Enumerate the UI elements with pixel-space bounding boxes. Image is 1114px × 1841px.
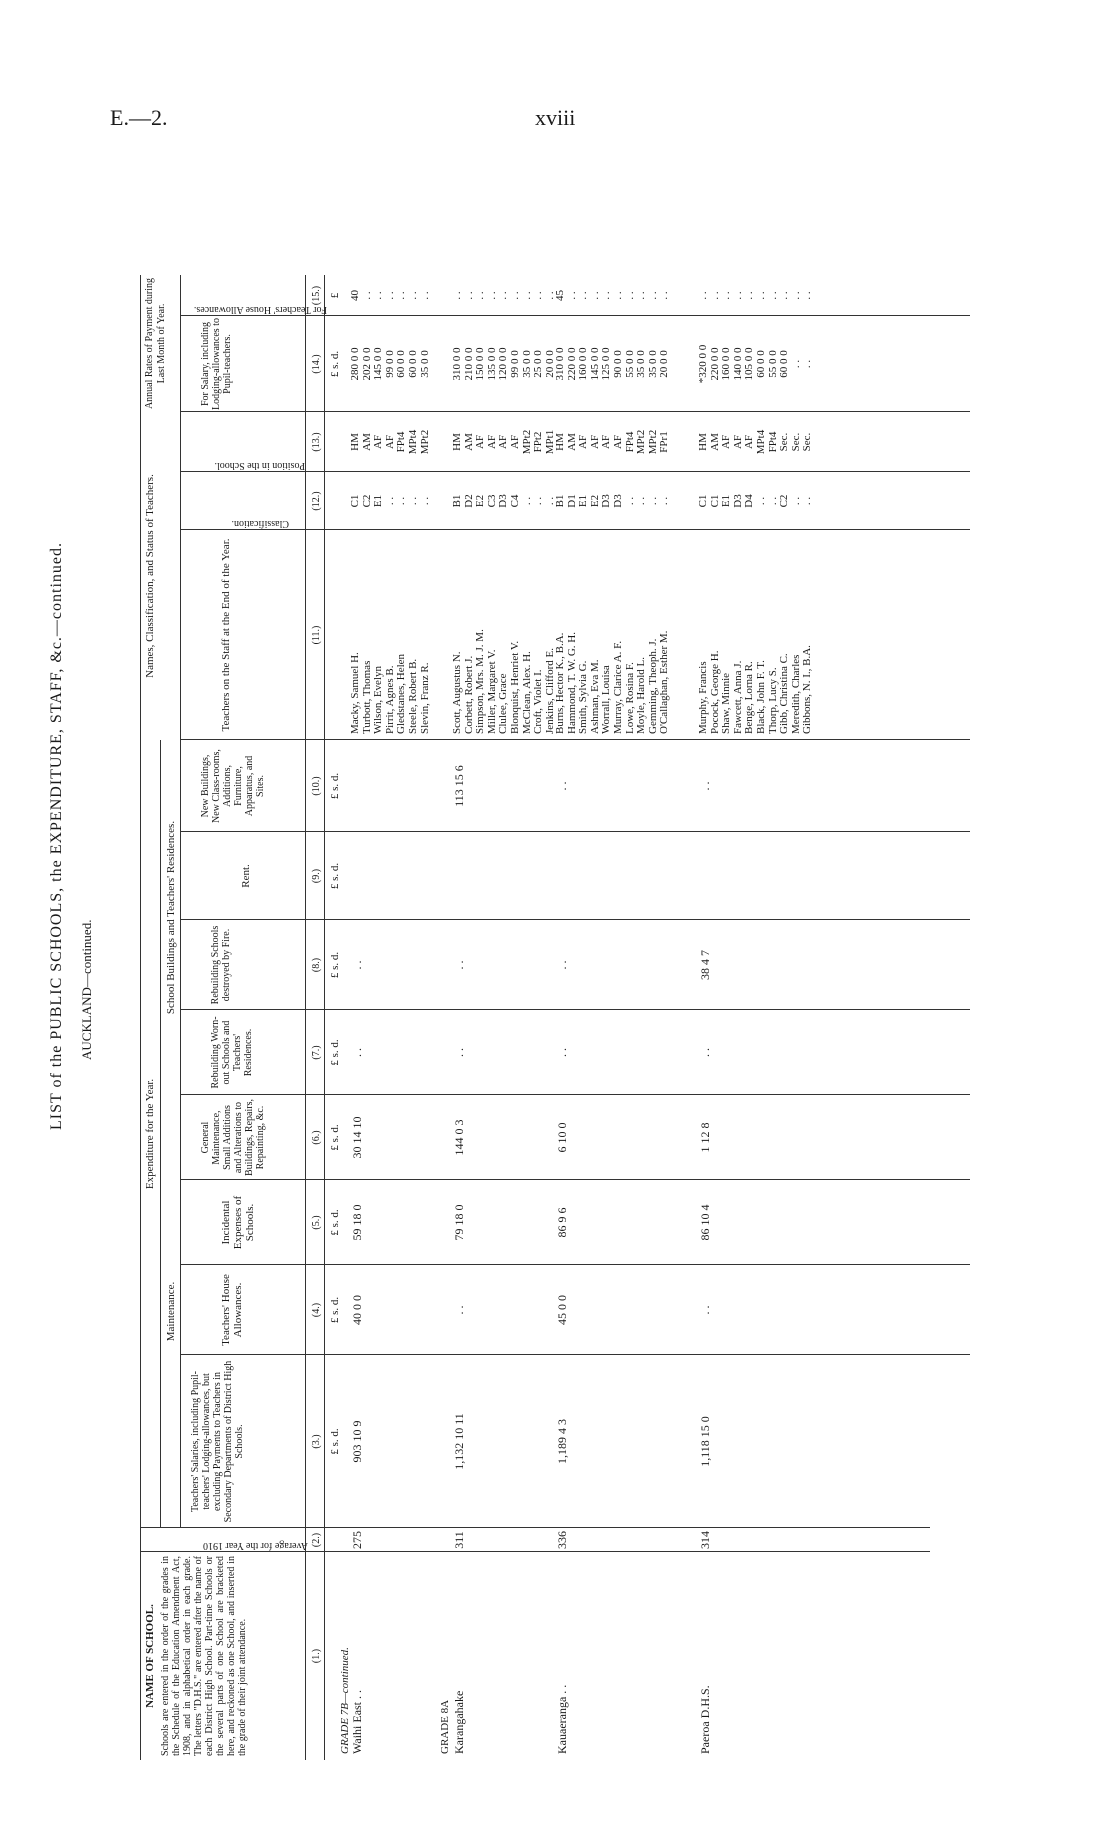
expenditure-value: 1,189 4 3 <box>555 1419 569 1464</box>
teacher-salary: 20 0 0 <box>543 350 556 378</box>
teacher-salary: 160 0 0 <box>720 347 733 381</box>
table-title: LIST of the PUBLIC SCHOOLS, the EXPENDITURE, STAFF, &c.—continued. <box>48 541 65 1130</box>
teacher-position: Sec. <box>801 432 814 452</box>
column-number: (5.) <box>311 1215 322 1230</box>
teacher-salary: *320 0 0 <box>697 344 709 384</box>
expenditure-value: 903 10 9 <box>350 1420 364 1463</box>
rent-header: Rent. <box>240 864 252 888</box>
teacher-name: Murray, Clarice A. F. <box>612 640 624 734</box>
teacher-house-allowance: . . <box>646 291 659 300</box>
column-number: (12.) <box>311 491 322 511</box>
teacher-classification: . . <box>520 496 533 506</box>
teacher-salary: 60 0 0 <box>778 350 791 378</box>
teacher-classification: C3 <box>485 494 498 508</box>
column-number: (10.) <box>311 776 322 796</box>
column-number: (2.) <box>311 1532 322 1548</box>
teacher-salary: 220 0 0 <box>565 347 578 381</box>
names-rule <box>180 412 181 740</box>
teacher-position: MPt4 <box>755 429 767 455</box>
salaries-header: Teachers' Salaries, including Pupil-teachers' Lodging-allowances, but excluding Payments to Teachers in Secondary Departments of District High Schools. <box>190 1360 245 1523</box>
teacher-house-allowance: . . <box>395 291 408 300</box>
house-rate-header: For Teachers' House Allowances. <box>193 304 327 315</box>
teacher-classification: E2 <box>474 494 487 508</box>
teacher-name: Clulee, Grace <box>497 673 510 734</box>
teacher-house-allowance: . . <box>766 291 779 300</box>
teacher-name: Pocock, George H. <box>708 650 721 734</box>
column-number: (4.) <box>311 1302 322 1318</box>
average-header: Average for the Year 1910 <box>202 1540 308 1551</box>
expenditure-value: . . <box>698 781 712 791</box>
teacher-name: Thorp, Lucy S. <box>766 667 779 734</box>
school-average: 275 <box>350 1531 364 1549</box>
expenditure-value: 40 0 0 <box>350 1295 364 1325</box>
teacher-house-allowance: . . <box>755 291 767 300</box>
teacher-position: FPt2 <box>532 431 545 453</box>
teacher-salary: 35 0 0 <box>520 350 533 378</box>
teacher-position: HM <box>451 433 463 451</box>
teacher-classification: . . <box>532 496 545 506</box>
teacher-name: Gledstanes, Helen <box>395 653 408 734</box>
teacher-name: Macky, Samuel H. <box>349 652 361 734</box>
table-subtitle: AUCKLAND—continued. <box>79 919 94 1060</box>
teacher-classification: D2 <box>462 494 475 508</box>
expenditure-value: . . <box>698 1048 712 1057</box>
page-label: E.—2. <box>110 105 168 130</box>
teacher-classification: E2 <box>588 494 601 508</box>
column-rule <box>180 831 970 832</box>
name-of-school-header: NAME OF SCHOOL. <box>144 1604 156 1708</box>
teacher-position: AF <box>600 434 613 450</box>
teacher-salary: 99 0 0 <box>509 350 521 378</box>
teacher-classification: D3 <box>731 494 744 508</box>
house-allowance-header: Teachers' House Allowances. <box>220 1274 244 1346</box>
teacher-classification: . . <box>383 496 396 506</box>
teacher-house-allowance: . . <box>372 291 385 300</box>
teacher-house-allowance: . . <box>801 291 814 300</box>
teacher-name: Ashman, Eva M. <box>588 659 601 734</box>
teacher-position: AF <box>577 434 590 450</box>
teacher-name: Turbott, Thomas <box>360 660 373 734</box>
unit-label: £ s. d. <box>329 1209 341 1236</box>
teacher-salary: 310 0 0 <box>451 347 463 381</box>
teacher-classification: . . <box>635 496 648 506</box>
teacher-salary: 310 0 0 <box>554 347 566 381</box>
teacher-position: AF <box>588 434 601 450</box>
column-number: (8.) <box>311 957 322 973</box>
buildings-rule <box>180 740 181 1095</box>
teacher-salary: 145 0 0 <box>372 347 385 381</box>
incidental-header: Incidental Expenses of Schools. <box>220 1195 256 1250</box>
unit-label: £ s. d. <box>329 350 341 378</box>
teacher-classification: . . <box>623 496 636 506</box>
teacher-position: AF <box>372 434 385 450</box>
teacher-position: FPr1 <box>658 431 671 453</box>
teacher-house-allowance: . . <box>509 291 521 300</box>
expenditure-value: 1 12 8 <box>698 1122 712 1153</box>
teacher-name: Smith, Sylvia G. <box>577 660 590 734</box>
teacher-classification: D3 <box>600 494 613 508</box>
teacher-classification: C1 <box>349 494 361 508</box>
teacher-house-allowance: 45 <box>554 290 566 301</box>
teacher-name: Jenkins, Clifford E. <box>543 648 556 734</box>
teacher-position: HM <box>349 433 361 451</box>
maintenance-rule <box>180 1095 181 1528</box>
new-buildings-header: New Buildings, New Class-rooms, Additions, Furniture, Apparatus, and Sites. <box>200 749 266 823</box>
teacher-salary: 210 0 0 <box>462 347 475 381</box>
teacher-name: Simpson, Mrs. M. J. M. <box>474 629 487 734</box>
teacher-position: AF <box>509 434 521 450</box>
expenditure-rule <box>160 740 161 1528</box>
column-number: (9.) <box>311 868 322 884</box>
rates-header: Annual Rates of Payment during Last Month of Year. <box>144 277 167 410</box>
teacher-classification: . . <box>395 496 408 506</box>
school-average: 336 <box>555 1531 569 1549</box>
teacher-name: Steele, Robert B. <box>407 658 419 734</box>
column-number: (11.) <box>311 625 322 645</box>
teacher-position: HM <box>697 433 709 451</box>
buildings-header: School Buildings and Teachers' Residences. <box>165 820 177 1015</box>
teacher-position: MPt2 <box>418 429 431 455</box>
teacher-house-allowance: . . <box>635 291 648 300</box>
teacher-classification: C1 <box>697 494 709 508</box>
expenditure-value: . . <box>452 1305 466 1315</box>
teachers-header: Teachers on the Staff at the End of the Year. <box>220 538 232 732</box>
teacher-classification: . . <box>766 496 779 506</box>
expenditure-value: 1,118 15 0 <box>698 1416 712 1467</box>
unit-label: £ s. d. <box>329 862 341 890</box>
teacher-classification: B1 <box>451 494 463 508</box>
expenditure-value: 86 9 6 <box>555 1207 569 1238</box>
teacher-salary: 150 0 0 <box>474 347 487 381</box>
column-number: (15.) <box>311 285 322 306</box>
expenditure-value: . . <box>698 1305 712 1315</box>
teacher-house-allowance: . . <box>360 291 373 300</box>
teacher-house-allowance: . . <box>658 291 671 300</box>
teacher-salary: 35 0 0 <box>635 350 648 378</box>
teacher-salary: . . <box>789 359 802 369</box>
teacher-house-allowance: . . <box>565 291 578 300</box>
teacher-classification: . . <box>543 496 556 506</box>
teacher-house-allowance: . . <box>383 291 396 300</box>
teacher-classification: B1 <box>554 494 566 508</box>
teacher-classification: . . <box>789 496 802 506</box>
expenditure-value: 45 0 0 <box>555 1295 569 1325</box>
teacher-classification: . . <box>407 496 419 506</box>
teacher-name: Murphy, Francis <box>697 661 709 734</box>
teacher-classification: C4 <box>509 494 521 508</box>
column-rule <box>180 1094 970 1095</box>
expenditure-value: 30 14 10 <box>350 1116 364 1159</box>
teacher-name: Fawcett, Anna J. <box>731 660 744 734</box>
teacher-position: AF <box>731 434 744 450</box>
grade-heading: GRADE 7B—continued. <box>339 1647 351 1754</box>
teacher-house-allowance: . . <box>451 291 463 300</box>
teacher-salary: 35 0 0 <box>646 350 659 378</box>
column-number: (7.) <box>311 1045 322 1060</box>
teacher-name: Lowe, Rosina F. <box>623 662 636 734</box>
teacher-position: MPt2 <box>646 429 659 455</box>
teacher-position: Sec. <box>789 432 802 452</box>
teacher-position: MPt4 <box>407 429 419 455</box>
teacher-salary: 35 0 0 <box>418 350 431 378</box>
school-name: Waihi East . . <box>350 1689 364 1754</box>
teacher-salary: 60 0 0 <box>395 350 408 378</box>
position-header: Position in the School. <box>214 460 306 471</box>
column-number: (6.) <box>311 1130 322 1145</box>
expenditure-value: . . <box>555 1048 569 1057</box>
teacher-name: Meredith, Charles <box>789 654 802 734</box>
teacher-house-allowance: . . <box>532 291 545 300</box>
teacher-classification: C2 <box>778 494 791 508</box>
teacher-salary: 202 0 0 <box>360 347 373 381</box>
teacher-name: Black, John F. T. <box>755 660 767 734</box>
teacher-position: FPt4 <box>766 431 779 453</box>
expenditure-value: 113 15 6 <box>452 765 466 807</box>
column-rule <box>140 1551 930 1552</box>
teacher-salary: 140 0 0 <box>731 347 744 381</box>
teacher-name: Gibbons, N. I., B.A. <box>801 645 814 734</box>
column-number: (13.) <box>311 432 322 452</box>
teacher-position: Sec. <box>778 432 791 452</box>
teacher-classification: C2 <box>360 494 373 508</box>
teacher-house-allowance: . . <box>543 291 556 300</box>
expenditure-value: . . <box>350 1048 364 1057</box>
teacher-position: FPt4 <box>623 431 636 453</box>
column-rule <box>180 919 970 920</box>
teacher-name: Corbett, Robert J. <box>462 655 475 734</box>
unit-label: £ s. d. <box>329 1124 341 1151</box>
teacher-name: Blonquist, Henriet V. <box>509 640 521 734</box>
teacher-house-allowance: . . <box>708 291 721 300</box>
page-number: xviii <box>535 105 576 130</box>
column-number: (14.) <box>311 354 322 374</box>
teacher-salary: 105 0 0 <box>743 347 756 381</box>
teacher-salary: 135 0 0 <box>485 347 498 381</box>
column-rule <box>180 1354 970 1355</box>
teacher-salary: 145 0 0 <box>588 347 601 381</box>
school-name: Kauaeranga . . <box>555 1684 569 1754</box>
teacher-name: Croft, Violet I. <box>532 669 545 734</box>
teacher-classification: . . <box>418 496 431 506</box>
column-rule <box>180 739 970 740</box>
teacher-position: MPt2 <box>635 429 648 455</box>
school-average: 314 <box>698 1531 712 1549</box>
teacher-salary: 125 0 0 <box>600 347 613 381</box>
column-number: (1.) <box>311 1648 322 1664</box>
teacher-classification: D4 <box>743 494 756 508</box>
expenditure-value: 6 10 0 <box>555 1122 569 1153</box>
teacher-house-allowance: . . <box>612 291 624 300</box>
header-top-rule <box>140 275 141 1760</box>
school-name: Karangahake <box>452 1690 466 1754</box>
teacher-salary: 120 0 0 <box>497 347 510 381</box>
expenditure-value: 144 0 3 <box>452 1119 466 1156</box>
teacher-name: Shaw, Minnie <box>720 672 733 734</box>
teacher-salary: 99 0 0 <box>383 350 396 378</box>
teacher-classification: E1 <box>577 494 590 508</box>
teacher-house-allowance: . . <box>520 291 533 300</box>
teacher-name: Burns, Hector K., B.A. <box>554 632 566 734</box>
teacher-salary: 60 0 0 <box>755 350 767 378</box>
teacher-house-allowance: . . <box>743 291 756 300</box>
expenditure-value: 38 4 7 <box>698 950 712 980</box>
teacher-name: Gibb, Christina C. <box>778 653 791 734</box>
rebuild-worn-header: Rebuilding Worn-out Schools and Teachers' Residences. <box>210 1016 254 1089</box>
teacher-salary: 220 0 0 <box>708 347 721 381</box>
classification-header: Classification. <box>231 518 289 529</box>
expenditure-value: 59 18 0 <box>350 1204 364 1241</box>
teacher-house-allowance: . . <box>462 291 475 300</box>
teacher-position: AF <box>485 434 498 450</box>
maintenance-header: Maintenance. <box>165 1281 177 1342</box>
expenditure-value: 79 18 0 <box>452 1204 466 1241</box>
teacher-position: FPt4 <box>395 431 408 453</box>
teacher-salary: 25 0 0 <box>532 350 545 378</box>
school-average: 311 <box>452 1531 466 1549</box>
column-number: (3.) <box>311 1434 322 1449</box>
teacher-salary: 55 0 0 <box>766 350 779 378</box>
teacher-house-allowance: . . <box>474 291 487 300</box>
names-header: Names, Classification, and Status of Teachers. <box>144 474 156 678</box>
teacher-classification: . . <box>646 496 659 506</box>
teacher-house-allowance: . . <box>720 291 733 300</box>
teacher-position: AF <box>612 434 624 450</box>
teacher-house-allowance: . . <box>418 291 431 300</box>
expenditure-value: 1,132 10 11 <box>452 1413 466 1470</box>
school-name: Paeroa D.H.S. <box>698 1685 712 1754</box>
teacher-position: AM <box>462 433 475 451</box>
teacher-name: O'Callaghan, Esther M. <box>658 630 671 734</box>
teacher-classification: D3 <box>612 494 624 508</box>
teacher-salary: 90 0 0 <box>612 350 624 378</box>
teacher-name: Miller, Margaret V. <box>485 649 498 734</box>
teacher-house-allowance: . . <box>588 291 601 300</box>
teacher-house-allowance: . . <box>778 291 791 300</box>
teacher-position: HM <box>554 433 566 451</box>
teacher-name: Benge, Lorna R. <box>743 661 756 734</box>
teacher-house-allowance: 40 <box>349 290 361 301</box>
teacher-house-allowance: . . <box>497 291 510 300</box>
teacher-classification: . . <box>658 496 671 506</box>
teacher-house-allowance: . . <box>577 291 590 300</box>
teacher-house-allowance: . . <box>600 291 613 300</box>
teacher-position: AF <box>720 434 733 450</box>
teacher-house-allowance: . . <box>789 291 802 300</box>
grade-heading: GRADE 8A <box>439 1699 451 1754</box>
expenditure-value: . . <box>452 1048 466 1057</box>
teacher-name: Scott, Augustus N. <box>451 651 463 734</box>
teacher-classification: D3 <box>497 494 510 508</box>
teacher-name: Hammond, T. W. G. H. <box>565 632 578 734</box>
teacher-position: AM <box>360 433 373 451</box>
teacher-house-allowance: . . <box>623 291 636 300</box>
teacher-position: MPt1 <box>543 429 556 455</box>
teacher-classification: D1 <box>565 494 578 508</box>
teacher-name: Gemming, Theoph. J. <box>646 638 659 734</box>
expenditure-value: 86 10 4 <box>698 1204 712 1241</box>
teacher-house-allowance: . . <box>407 291 419 300</box>
teacher-position: AM <box>708 433 721 451</box>
unit-label: £ s. d. <box>329 951 341 979</box>
rotated-table <box>48 165 1015 1760</box>
expenditure-value: . . <box>452 960 466 970</box>
teacher-classification: . . <box>801 496 814 506</box>
teacher-name: McClean, Alex. H. <box>520 651 533 734</box>
teacher-name: Pirrit, Agnes B. <box>383 665 396 734</box>
salary-rate-header: For Salary, including Lodging-allowances to Pupil-teachers. <box>200 318 233 410</box>
rebuild-fire-header: Rebuilding Schools destroyed by Fire. <box>210 925 232 1005</box>
teacher-salary: 55 0 0 <box>623 350 636 378</box>
unit-label: £ <box>329 292 341 299</box>
teacher-position: MPt2 <box>520 429 533 455</box>
teacher-position: AF <box>474 434 487 450</box>
expenditure-header: Expenditure for the Year. <box>144 1078 156 1190</box>
teacher-salary: 20 0 0 <box>658 350 671 378</box>
unit-label: £ s. d. <box>329 1296 341 1324</box>
rates-rule <box>180 275 181 412</box>
expenditure-value: . . <box>555 960 569 970</box>
teacher-salary: 60 0 0 <box>407 350 419 378</box>
teacher-position: AF <box>497 434 510 450</box>
teacher-name: Slevin, Franz R. <box>418 662 431 734</box>
unit-label: £ s. d. <box>329 1039 341 1066</box>
teacher-name: Wilson, Evelyn <box>372 666 385 734</box>
teacher-salary: . . <box>801 359 814 369</box>
teacher-house-allowance: . . <box>697 291 709 300</box>
teacher-position: AF <box>383 434 396 450</box>
teacher-classification: C1 <box>708 494 721 508</box>
teacher-house-allowance: . . <box>485 291 498 300</box>
name-note: Schools are entered in the order of the grades in the Schedule of the Education Amendment Act, 1908, and in alphabetical order in each grade. The letters "D.H.S." are entered after the name of each District High School. Part-time Schools or the several parts of one School are bracketed here, and reckoned as one School, and inserted in the grade of their joint attendance. <box>160 1556 248 1756</box>
column-rule <box>180 1264 970 1265</box>
expenditure-value: . . <box>555 781 569 791</box>
teacher-classification: . . <box>755 496 767 506</box>
teacher-position: AF <box>743 434 756 450</box>
column-rule <box>140 1527 930 1528</box>
column-rule <box>180 1009 970 1010</box>
teacher-classification: E1 <box>372 494 385 508</box>
unit-label: £ s. d. <box>329 772 341 800</box>
teacher-classification: E1 <box>720 494 733 508</box>
teacher-house-allowance: . . <box>731 291 744 300</box>
maintenance-col-header: General Maintenance, Small Additions and Alterations to Buildings, Repairs, Repainting, &c. <box>200 1099 266 1176</box>
unit-label: £ s. d. <box>329 1428 341 1455</box>
column-rule <box>180 1179 970 1180</box>
teacher-position: AM <box>565 433 578 451</box>
teacher-name: Worrall, Louisa <box>600 665 613 734</box>
teacher-name: Moyle, Harold L. <box>635 657 648 734</box>
teacher-salary: 280 0 0 <box>349 347 361 381</box>
teacher-salary: 160 0 0 <box>577 347 590 381</box>
expenditure-value: . . <box>350 960 364 970</box>
